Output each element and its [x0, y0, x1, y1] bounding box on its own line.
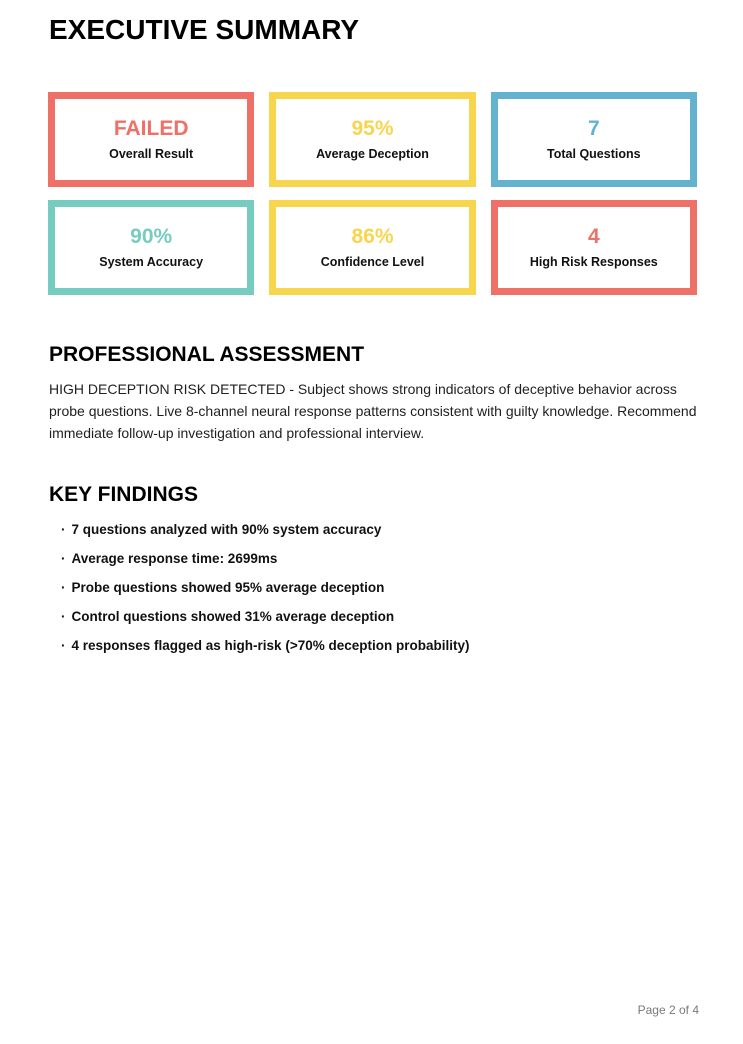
- finding-text: 7 questions analyzed with 90% system accuracy: [71, 522, 382, 537]
- stat-value: 7: [587, 117, 600, 140]
- stat-card-overall-result: [48, 92, 254, 187]
- stat-label: System Accuracy: [99, 255, 204, 269]
- bullet-icon: ·: [61, 522, 66, 537]
- finding-text: Average response time: 2699ms: [71, 551, 278, 566]
- stat-label: Overall Result: [109, 147, 194, 161]
- bullet-icon: ·: [61, 638, 66, 653]
- stat-card-confidence-level: [269, 200, 475, 295]
- stat-value: 86%: [351, 225, 394, 248]
- stat-label: Average Deception: [316, 147, 429, 161]
- bullet-icon: ·: [61, 551, 66, 566]
- finding-item: [61, 521, 469, 539]
- finding-item: [61, 637, 469, 655]
- stat-value: FAILED: [113, 117, 189, 140]
- stat-card-total-questions: [491, 92, 697, 187]
- stat-value: 95%: [351, 117, 394, 140]
- page-title: EXECUTIVE SUMMARY: [49, 14, 360, 45]
- assessment-body-text: HIGH DECEPTION RISK DETECTED - Subject shows strong indicators of deceptive behavior across probe questions. Live 8-channel neural response patterns consistent with guilty knowledge. Recommend immediate follow-up investigation and professional interview.: [49, 381, 697, 441]
- assessment-section-heading: PROFESSIONAL ASSESSMENT: [49, 343, 365, 366]
- key-findings-section-heading: KEY FINDINGS: [49, 483, 198, 506]
- stat-value: 90%: [130, 225, 173, 248]
- key-findings-list: [61, 521, 469, 666]
- summary-stat-grid: [48, 92, 697, 295]
- bullet-icon: ·: [61, 609, 66, 624]
- finding-text: Probe questions showed 95% average deception: [71, 580, 385, 595]
- stat-card-average-deception: [269, 92, 475, 187]
- page-number-label: Page 2 of 4: [637, 1003, 699, 1017]
- stat-card-high-risk-responses: [491, 200, 697, 295]
- stat-label: Confidence Level: [320, 255, 425, 269]
- bullet-icon: ·: [61, 580, 66, 595]
- finding-text: 4 responses flagged as high-risk (>70% deception probability): [71, 638, 470, 653]
- finding-text: Control questions showed 31% average deception: [71, 609, 395, 624]
- stat-card-system-accuracy: [48, 200, 254, 295]
- stat-label: Total Questions: [547, 147, 641, 161]
- stat-value: 4: [587, 225, 600, 248]
- finding-item: [61, 579, 469, 597]
- finding-item: [61, 550, 469, 568]
- finding-item: [61, 608, 469, 626]
- stat-label: High Risk Responses: [529, 255, 658, 269]
